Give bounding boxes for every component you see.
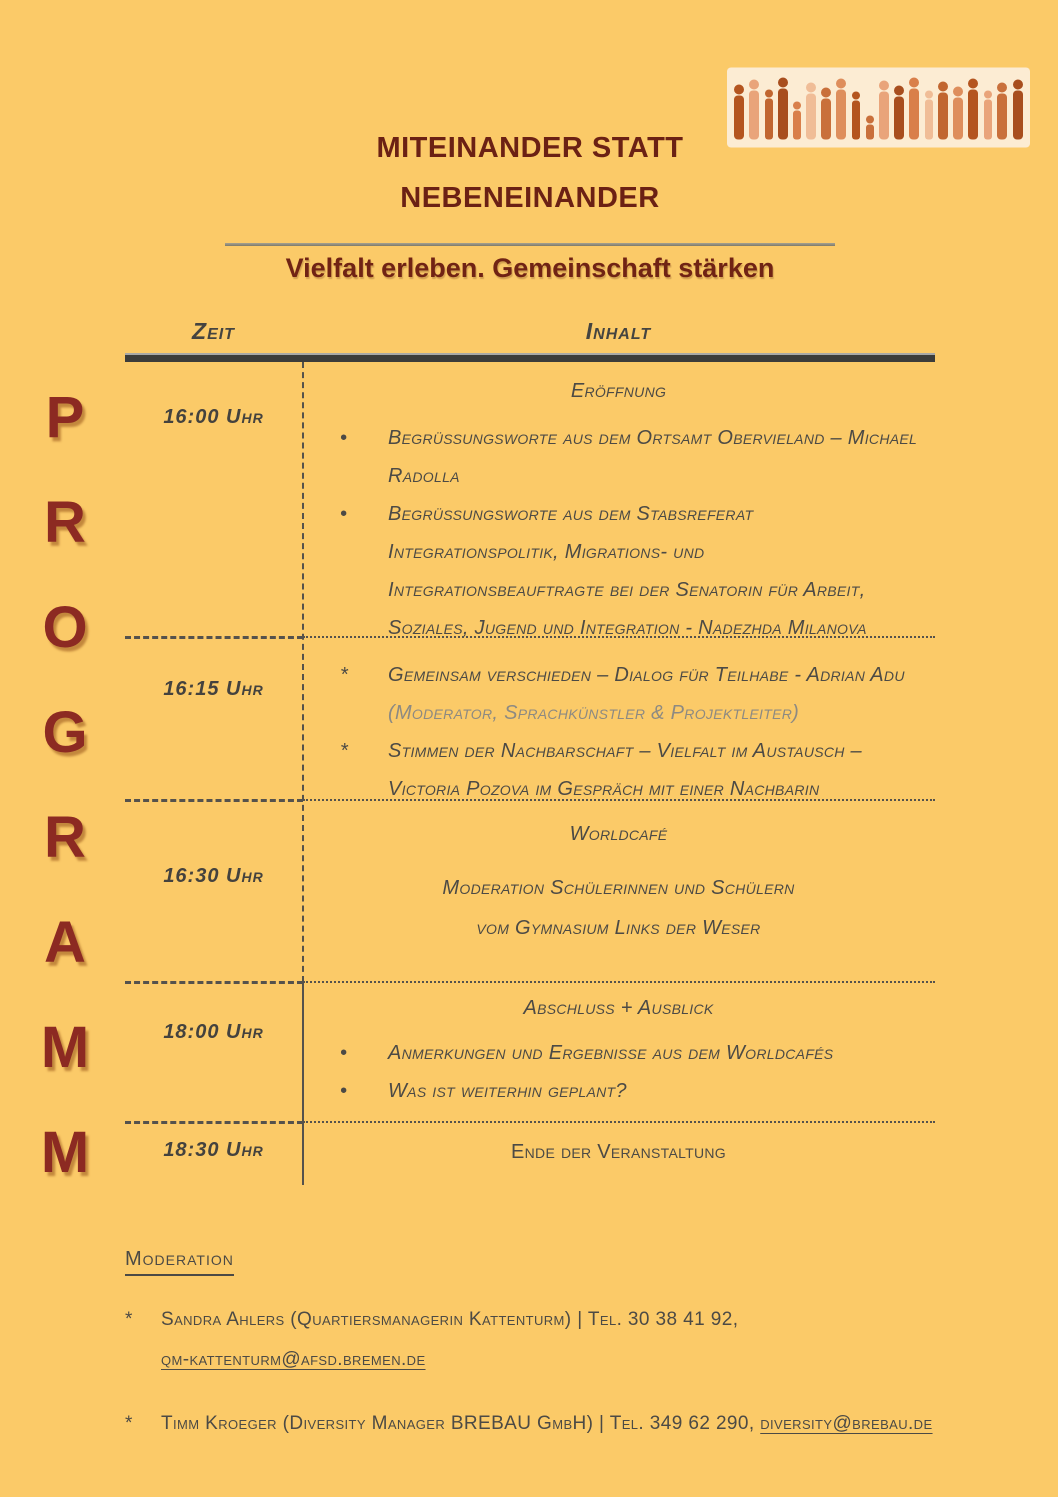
- bullet-text: Begrüßungsworte aus dem Ortsamt Obervieland – Michael Radolla: [388, 427, 918, 487]
- session-title: Eröffnung: [570, 380, 667, 402]
- bullet-item: [302, 1034, 935, 1072]
- bullet-text: Was ist weiterhin geplant?: [388, 1080, 627, 1102]
- moderator-entry: [125, 1404, 975, 1444]
- event-subtitle: Vielfalt erleben. Gemeinschaft stärken: [285, 253, 775, 283]
- bullet-text: Anmerkungen und Ergebnisse aus dem Worldcafés: [388, 1042, 834, 1064]
- star-item: [302, 732, 935, 808]
- moderator-details: [161, 1300, 975, 1380]
- center-lines: [302, 868, 935, 948]
- bullet-marker: •: [340, 1080, 348, 1102]
- center-line: vom Gymnasium Links der Weser: [476, 917, 761, 939]
- time-cell-1615: 16:15 Uhr: [163, 678, 264, 700]
- bullet-marker: •: [340, 427, 348, 449]
- programm-letter: R: [44, 805, 86, 870]
- bullet-item: [302, 419, 935, 495]
- email-link-diversity[interactable]: diversity@brebau.de: [760, 1413, 933, 1434]
- moderation-heading: Moderation: [125, 1248, 234, 1276]
- time-cell-1630: 16:30 Uhr: [163, 865, 264, 887]
- bullet-item: [302, 1072, 935, 1110]
- event-title-line1: MITEINANDER STATT: [376, 132, 684, 164]
- item-subtext: (Moderator, Sprachkünstler & Projektleiter): [388, 702, 800, 724]
- moderator-text: Timm Kroeger (Diversity Manager BREBAU GmbH) | Tel. 349 62 290,: [161, 1413, 755, 1434]
- content-cell-eroeffnung: [302, 362, 935, 639]
- content-cell-abschluss: [302, 981, 935, 1121]
- moderation-section: [125, 1248, 975, 1444]
- programm-letter: P: [45, 385, 85, 450]
- star-item: [302, 656, 935, 694]
- programm-letter: M: [40, 1120, 90, 1185]
- programm-vertical-label: [26, 383, 104, 1223]
- bullet-marker: •: [340, 503, 348, 525]
- star-marker: *: [340, 740, 349, 762]
- bullet-text: Begrüßungsworte aus dem Stabsreferat Integrationspolitik, Migrations- und Integrationsbeauftragte bei der Senatorin für Arbeit, Soziales, Jugend und Integration - Nadezhda Milanova: [388, 503, 867, 639]
- time-cell-1800: 18:00 Uhr: [163, 1021, 264, 1043]
- table-header-bar: [125, 353, 935, 362]
- moderator-details: [161, 1404, 975, 1444]
- programm-letter: R: [44, 490, 86, 555]
- column-header-inhalt: Inhalt: [585, 318, 652, 344]
- star-marker: *: [125, 1309, 133, 1330]
- header-divider-line: [225, 243, 835, 246]
- column-header-zeit: Zeit: [192, 318, 235, 344]
- star-marker: *: [340, 664, 349, 686]
- time-cell-1600: 16:00 Uhr: [163, 406, 264, 428]
- content-cell-ende: [302, 1121, 935, 1185]
- time-cell-1830: 18:30 Uhr: [163, 1139, 264, 1161]
- programm-letter: O: [42, 595, 88, 660]
- moderator-entry: [125, 1300, 975, 1380]
- content-cell-dialog: [302, 636, 935, 799]
- programm-letter: G: [42, 700, 88, 765]
- content-cell-worldcafe: [302, 799, 935, 981]
- session-title: Worldcafé: [569, 823, 668, 845]
- center-line: Moderation Schülerinnen und Schülern: [442, 877, 795, 899]
- star-marker: *: [125, 1413, 133, 1434]
- bullet-list: [302, 1034, 935, 1110]
- moderator-text: Sandra Ahlers (Quartiersmanagerin Kattenturm) | Tel. 30 38 41 92,: [161, 1309, 739, 1330]
- programm-letter: M: [40, 1015, 90, 1080]
- people-crowd-illustration: [727, 67, 1030, 148]
- session-title: Abschluss + Ausblick: [523, 997, 714, 1019]
- item-text: Gemeinsam verschieden – Dialog für Teilhabe - Adrian Adu: [388, 664, 905, 686]
- bullet-list: [302, 419, 935, 647]
- programm-letter: A: [44, 910, 86, 975]
- bullet-marker: •: [340, 1042, 348, 1064]
- item-text: Stimmen der Nachbarschaft – Vielfalt im Austausch – Victoria Pozova im Gespräch mit einer Nachbarin: [388, 740, 862, 800]
- event-title-line2: NEBENEINANDER: [400, 182, 660, 214]
- bullet-item: [302, 495, 935, 647]
- email-link-qm-kattenturm[interactable]: qm-kattenturm@afsd.bremen.de: [161, 1349, 426, 1370]
- session-title: Ende der Veranstaltung: [510, 1141, 726, 1163]
